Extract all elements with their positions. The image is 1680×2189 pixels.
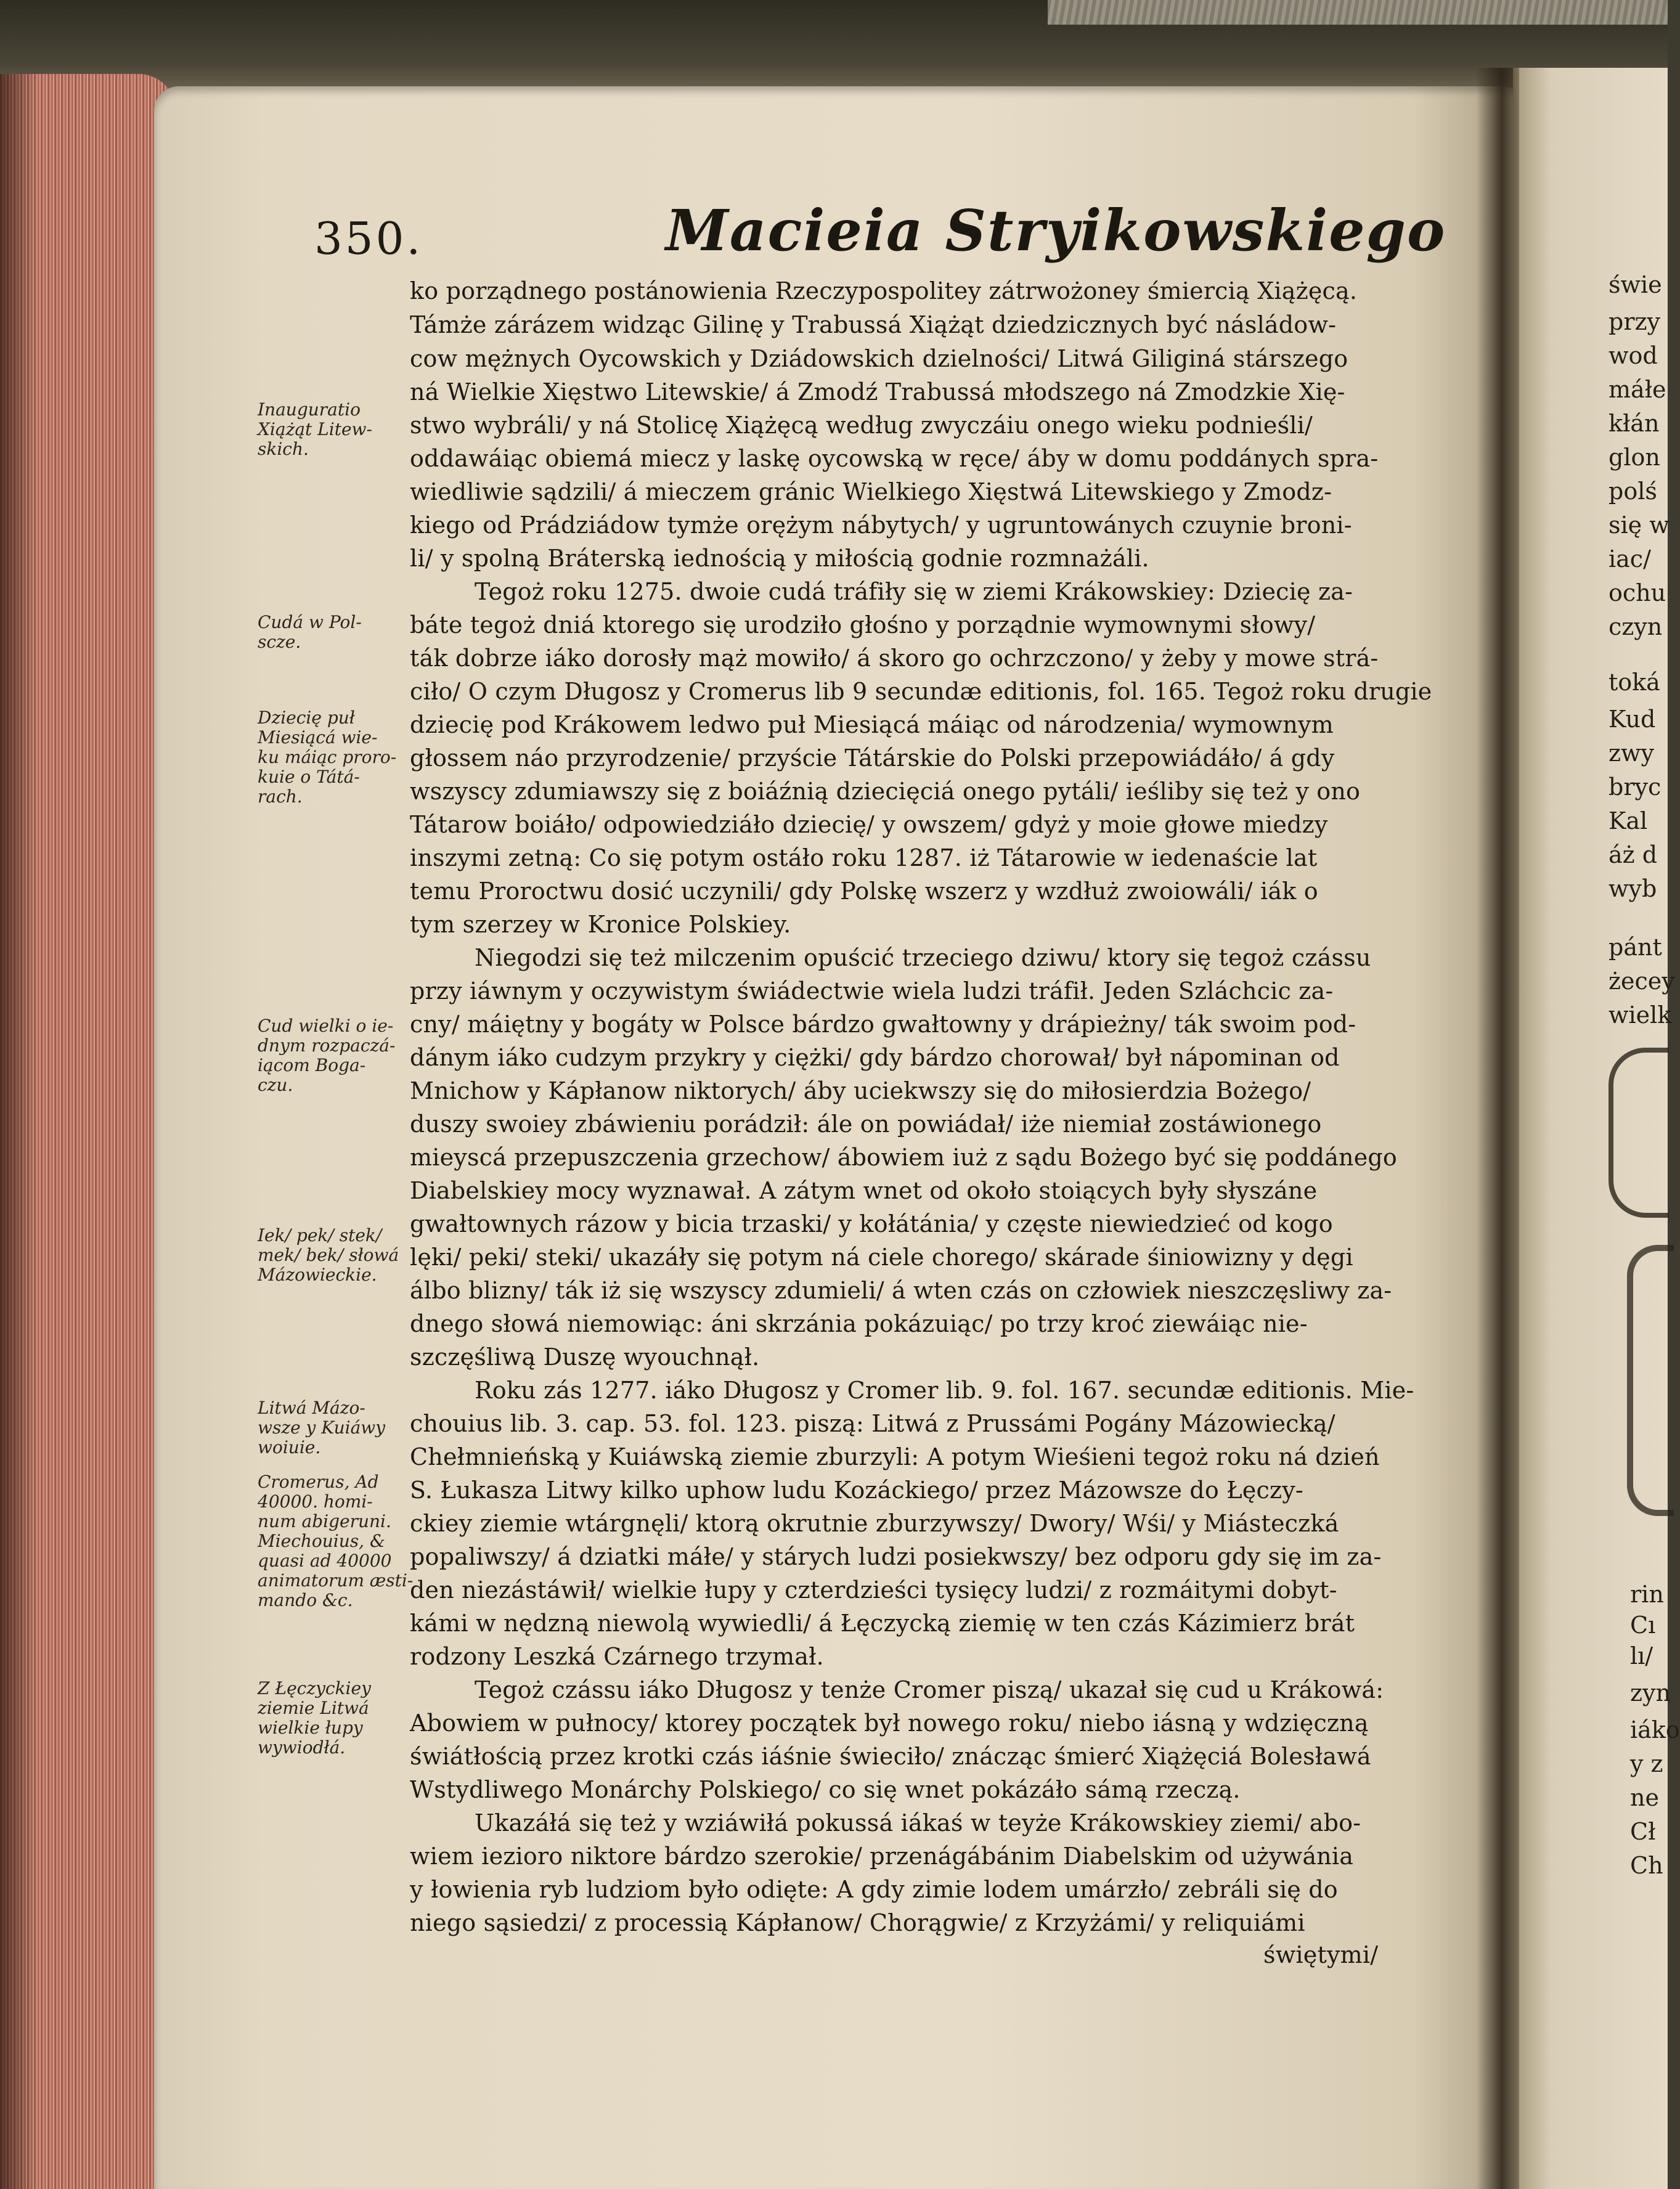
body-line: Abowiem w pułnocy/ ktorey początek był nowego roku/ niebo iásną y wdzięczną bbox=[410, 1710, 1369, 1737]
body-line: temu Proroctwu dosić uczynili/ gdy Polskę wszerz y wzdłuż zwoiowáli/ iák o bbox=[410, 878, 1318, 905]
right-page-fragment: pánt bbox=[1609, 934, 1662, 961]
right-page-fragment: zyn bbox=[1630, 1679, 1671, 1706]
running-head: Macieia Stryikowskiego bbox=[666, 197, 1446, 264]
right-page-fragment: ochu bbox=[1609, 579, 1666, 606]
right-page-fragment: się w bbox=[1609, 512, 1670, 539]
margin-note-line: 40000. homi- bbox=[258, 1491, 373, 1512]
right-page-fragment: glon bbox=[1609, 444, 1660, 471]
body-line: lęki/ peki/ steki/ ukazáły się potym ná ciele chorego/ skárade śiniowizny y dęgi bbox=[410, 1244, 1353, 1271]
margin-note-line: kuie o Tátá- bbox=[258, 767, 360, 787]
body-line: chouius lib. 3. cap. 53. fol. 123. piszą: Litwá z Prussámi Pogány Mázowiecką/ bbox=[410, 1410, 1335, 1437]
body-line: wszyscy zdumiawszy się z boiáźnią dziecięciá onego pytáli/ ieśliby się też y ono bbox=[410, 778, 1361, 805]
body-line: wiedliwie sądzili/ á mieczem gránic Wielkiego Xięstwá Litewskiego y Zmodz- bbox=[410, 478, 1332, 505]
right-page-fragment: ne bbox=[1630, 1784, 1659, 1811]
body-line: cow mężnych Oycowskich y Dziádowskich dzielności/ Litwá Giliginá stárszego bbox=[410, 345, 1348, 372]
right-page-fragment: świe bbox=[1609, 271, 1662, 298]
margin-note-line: Z Łęczyckiey bbox=[258, 1678, 371, 1698]
body-line: ná Wielkie Xięstwo Litewskie/ á Zmodź Trabussá młodszego ná Zmodzkie Xię- bbox=[410, 378, 1345, 406]
body-line: y łowienia ryb ludziom było odięte: A gdy zimie lodem umárzło/ zebráli się do bbox=[410, 1876, 1338, 1903]
margin-note-line: scze. bbox=[258, 632, 301, 652]
right-page-fragment: polś bbox=[1609, 478, 1657, 505]
margin-note-line: dnym rozpaczá- bbox=[258, 1035, 396, 1056]
right-page-fragment: máłe bbox=[1609, 376, 1666, 403]
body-line: Diabelskiey mocy wyznawał. A zátym wnet od około stoiących były słyszáne bbox=[410, 1177, 1318, 1204]
page-number: 350. bbox=[314, 213, 423, 264]
body-line: S. Łukasza Litwy kilko uphow ludu Kozáckiego/ przez Mázowsze do Łęczy- bbox=[410, 1477, 1303, 1504]
page-edge-shadow bbox=[0, 74, 37, 2189]
body-line: dziecię pod Krákowem ledwo puł Miesiącá máiąc od národzenia/ wymownym bbox=[410, 711, 1334, 738]
margin-note-line: Cromerus, Ad bbox=[258, 1472, 379, 1492]
body-line: Mnichow y Kápłanow niktorych/ áby uciekwszy się do miłosierdzia Bożego/ bbox=[410, 1077, 1311, 1104]
margin-note-line: Cudá w Pol- bbox=[258, 612, 362, 632]
margin-note-line: mek/ bek/ słowá bbox=[258, 1245, 399, 1265]
body-line: Támże zárázem widząc Gilinę y Trabussá Xiążąt dziedzicznych być násládow- bbox=[410, 311, 1337, 338]
body-line: dnego słowá niemowiąc: áni skrzánia pokázuiąc/ po trzy kroć ziewáiąc nie- bbox=[410, 1310, 1308, 1337]
right-page-fragment: Cı bbox=[1630, 1612, 1656, 1639]
margin-note-line: Inauguratio bbox=[258, 399, 361, 420]
body-line: báte tegoż dniá ktorego się urodziło głośno y porządnie wymownymi słowy/ bbox=[410, 611, 1316, 638]
margin-note-line: wywiodłá. bbox=[258, 1737, 346, 1758]
body-line: kiego od Prádziádow tymże orężym nábytych/ y ugruntowánych czuynie broni- bbox=[410, 512, 1352, 539]
right-page-fragment: przy bbox=[1609, 308, 1660, 335]
right-page-fragment: lı/ bbox=[1630, 1642, 1653, 1669]
margin-note-line: Mázowieckie. bbox=[258, 1265, 377, 1285]
right-page-fragment: wielk bbox=[1609, 1001, 1672, 1029]
body-line: Roku zás 1277. iáko Długosz y Cromer lib. 9. fol. 167. secundæ editionis. Mie- bbox=[475, 1377, 1414, 1404]
margin-note-line: rach. bbox=[258, 786, 303, 807]
body-line: tym szerzey w Kronice Polskiey. bbox=[410, 911, 791, 938]
body-line: Ukazáłá się też y wziáwiłá pokussá iákaś w teyże Krákowskiey ziemi/ abo- bbox=[475, 1809, 1361, 1836]
body-line: inszymi zetną: Co się potym ostáło roku 1287. iż Tátarowie w iedenaście lat bbox=[410, 844, 1318, 871]
margin-note-line: Iek/ pek/ stek/ bbox=[258, 1225, 382, 1245]
margin-note-line: skich. bbox=[258, 439, 309, 459]
right-page-fragment: Ch bbox=[1630, 1852, 1663, 1879]
margin-note-line: num abigeruni. bbox=[258, 1511, 391, 1531]
body-line: Tegoż czássu iáko Długosz y tenże Cromer piszą/ ukazał się cud u Krákowá: bbox=[475, 1676, 1384, 1703]
right-page-fragment: toká bbox=[1609, 669, 1660, 696]
body-line: Wstydliwego Monárchy Polskiego/ co się wnet pokázáło sámą rzeczą. bbox=[410, 1776, 1241, 1803]
body-line: ták dobrze iáko dorosły mąż mowiło/ á skoro go ochrzczono/ y żeby y mowe strá- bbox=[410, 645, 1379, 672]
body-line: świętymi/ bbox=[1263, 1941, 1379, 1968]
right-page-fragment: iáko bbox=[1630, 1716, 1680, 1743]
body-line: wiem iezioro niktore bárdzo szerokie/ przenágábánim Diabelskim od używánia bbox=[410, 1843, 1354, 1870]
margin-note-line: Miechouius, & bbox=[258, 1531, 385, 1551]
body-line: oddawáiąc obiemá miecz y laskę oycowską w ręce/ áby w domu poddánych spra- bbox=[410, 445, 1379, 472]
body-line: świátłością przez krotki czás iáśnie świeciło/ znácząc śmierć Xiążęciá Bolesławá bbox=[410, 1743, 1371, 1770]
body-line: duszy swoiey zbáwieniu porádził: ále on powiádał/ iże niemiał zostáwionego bbox=[410, 1111, 1322, 1138]
margin-note-line: woiuie. bbox=[258, 1437, 321, 1457]
book-gutter bbox=[1476, 68, 1519, 2189]
right-page-fragment: czyn bbox=[1609, 613, 1663, 640]
body-line: dánym iáko cudzym przykry y ciężki/ gdy bárdzo chorował/ był nápominan od bbox=[410, 1044, 1340, 1071]
margin-note-line: wielkie łupy bbox=[258, 1718, 363, 1738]
decorative-initial-fragment bbox=[1609, 1048, 1669, 1218]
fabric-strip bbox=[1048, 0, 1668, 25]
body-line: Tegoż roku 1275. dwoie cudá tráfiły się w ziemi Krákowskiey: Dziecię za- bbox=[475, 578, 1353, 605]
right-page-fragment: Kud bbox=[1609, 706, 1656, 733]
right-page-fragment: Cł bbox=[1630, 1818, 1656, 1845]
body-line: mieyscá przepuszczenia grzechow/ ábowiem iuż z sądu Bożego być się poddánego bbox=[410, 1144, 1398, 1171]
margin-note-line: Miesiącá wie- bbox=[258, 727, 378, 748]
margin-note-line: Cud wielki o ie- bbox=[258, 1016, 394, 1036]
body-line: kámi w nędzną niewolą wywiedli/ á Łęczycką ziemię w ten czás Kázimierz brát bbox=[410, 1610, 1355, 1637]
body-line: popaliwszy/ á dziatki máłe/ y stárych ludzi posiekwszy/ bez odporu gdy się im za- bbox=[410, 1543, 1382, 1570]
margin-note-line: mando &c. bbox=[258, 1590, 353, 1610]
body-line: ko porządnego postánowienia Rzeczypospolitey zátrwożoney śmiercią Xiążęcą. bbox=[410, 277, 1358, 304]
body-line: Chełmnieńską y Kuiáwską ziemie zburzyli: A potym Wieśieni tegoż roku ná dzień bbox=[410, 1443, 1380, 1470]
body-line: cny/ máiętny y bogáty w Polsce bárdzo gwałtowny y drápieżny/ ták swoim pod- bbox=[410, 1011, 1356, 1038]
body-line: ckiey ziemie wtárgnęli/ ktorą okrutnie zburzywszy/ Dwory/ Wśi/ y Miásteczká bbox=[410, 1510, 1339, 1537]
margin-note-line: animatorum æsti- bbox=[258, 1570, 414, 1591]
margin-note-line: iącom Boga- bbox=[258, 1055, 366, 1075]
margin-note-line: ku máiąc proro- bbox=[258, 747, 397, 767]
margin-note-line: Dziecię puł bbox=[258, 707, 355, 728]
right-page-fragment: bryc bbox=[1609, 773, 1662, 801]
right-page-fragment: kłán bbox=[1609, 410, 1660, 437]
body-line: niego sąsiedzi/ z processią Kápłanow/ Chorągwie/ z Krzyżámi/ y reliquiámi bbox=[410, 1909, 1305, 1936]
body-line: li/ y spolną Bráterską iednością y miłością godnie rozmnażáli. bbox=[410, 545, 1149, 572]
body-line: den niezástáwił/ wielkie łupy y czterdzieści tysięcy ludzi/ z rozmáitymi dobyt- bbox=[410, 1576, 1337, 1604]
margin-note-line: czu. bbox=[258, 1075, 293, 1095]
right-page-fragment: żecey bbox=[1609, 968, 1675, 995]
margin-note-line: quasi ad 40000 bbox=[258, 1551, 392, 1571]
margin-note-line: Litwá Mázo- bbox=[258, 1398, 365, 1418]
body-line: Tátarow boiáło/ odpowiedziáło dziecię/ y owszem/ gdyż y moie głowe miedzy bbox=[410, 811, 1328, 838]
body-line: álbo blizny/ ták iż się wszyscy zdumieli/ á wten czás on człowiek nieszczęsliwy za- bbox=[410, 1277, 1392, 1304]
right-page-fragment: Kal bbox=[1609, 807, 1648, 834]
margin-note-line: wsze y Kuiáwy bbox=[258, 1417, 386, 1438]
right-page-fragment: zwy bbox=[1609, 740, 1655, 767]
right-page-fragment: wyb bbox=[1609, 875, 1657, 902]
margin-note-line: ziemie Litwá bbox=[258, 1698, 369, 1718]
body-line: głossem náo przyrodzenie/ przyście Tátárskie do Polski przepowiádáło/ á gdy bbox=[410, 744, 1335, 772]
right-page-fragment: áż d bbox=[1609, 841, 1658, 868]
body-line: ciło/ O czym Długosz y Cromerus lib 9 secundæ editionis, fol. 165. Tegoż roku drugie bbox=[410, 678, 1432, 705]
right-page-fragment: rin bbox=[1630, 1581, 1664, 1608]
body-line: przy iáwnym y oczywistym świádectwie wiela ludzi tráfił. Jeden Szláchcic za- bbox=[410, 977, 1334, 1005]
right-page-fragment: wod bbox=[1609, 342, 1658, 369]
decorative-ornament-fragment bbox=[1627, 1245, 1674, 1516]
right-page-fragment: iac/ bbox=[1609, 545, 1651, 573]
body-line: gwałtownych rázow y bicia trzaski/ y kołátánia/ y częste niewiedzieć od kogo bbox=[410, 1210, 1333, 1237]
right-page-fragment: y z bbox=[1630, 1750, 1663, 1777]
body-line: stwo wybráli/ y ná Stolicę Xiążęcą według zwyczáiu onego wieku podnieśli/ bbox=[410, 412, 1313, 439]
body-line: rodzony Leszká Czárnego trzymał. bbox=[410, 1643, 824, 1670]
body-line: szczęśliwą Duszę wyouchnął. bbox=[410, 1343, 760, 1371]
body-line: Niegodzi się też milczenim opuścić trzeciego dziwu/ ktory się tegoż czássu bbox=[475, 944, 1371, 971]
margin-note-line: Xiążąt Litew- bbox=[258, 419, 372, 439]
